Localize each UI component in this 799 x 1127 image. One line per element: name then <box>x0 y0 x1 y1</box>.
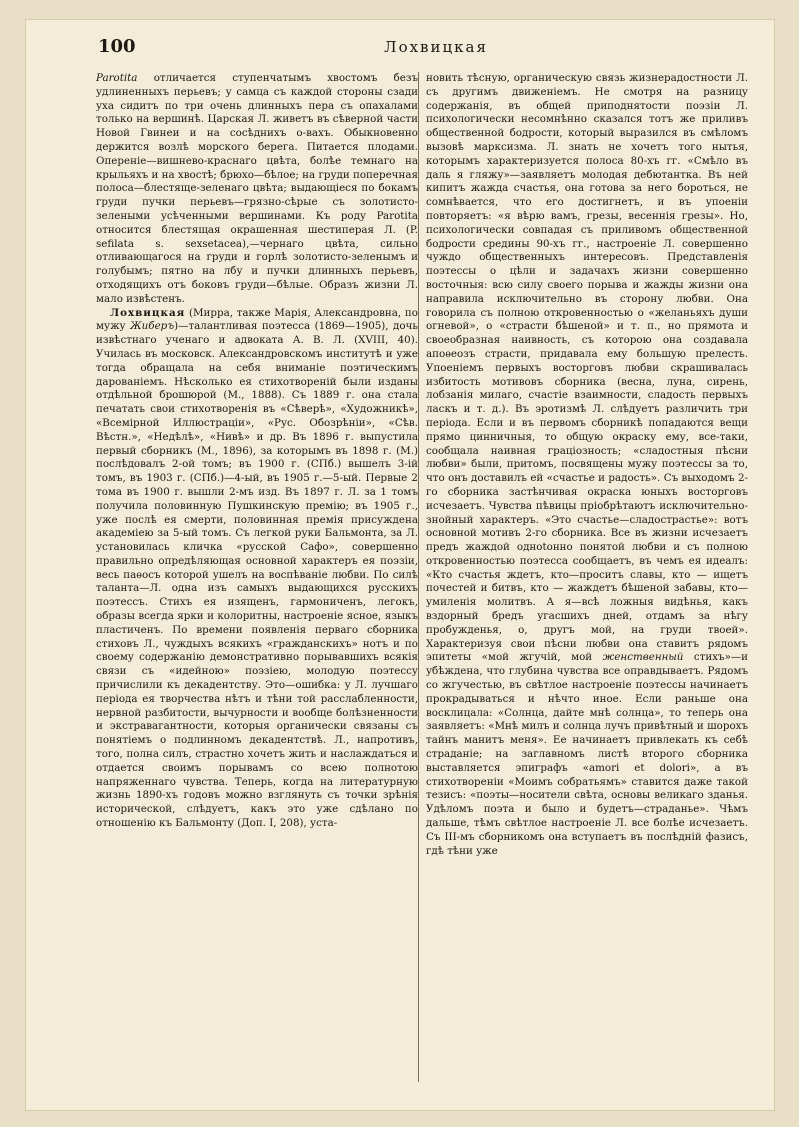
paragraph-text: отличается ступенчатымъ хвостомъ безъ удлиненныхъ перьевъ; у самца съ каждой стороны сзади уха сидитъ по три очень длинныхъ пера съ опахалами только на вершинѣ. Царская Л. живетъ въ сѣверной части Новой Гвинеи и на сосѣднихъ о-вахъ. Обыкновенно держится возлѣ морского берега. Питается плодами. Опереніе—вишнево-краснаго цвѣта, болѣе темнаго на крыльяхъ и на хвостѣ; брюхо—бѣлое; на груди поперечная полоса—блестяще-зеленаго цвѣта; выдающіеся по бокамъ груди пучки перьевъ—грязно-сѣрые съ золотисто-зелеными усѣченными вершинами. Къ роду Parotita относится блестящая окрашенная шестиперая Л. (P. sefilata s. sexsetacea),—чернаго цвѣта, сильно отливающагося на груди и горлѣ золотисто-зеленымъ и голубымъ; пятно на лбу и пучки длинныхъ перьевъ, отходящихъ отъ боковъ груди—бѣлые. Образъ жизни Л. мало извѣстенъ. <box>96 72 418 305</box>
entry-continuation <box>426 72 748 858</box>
genus-name: Parotita <box>96 72 138 84</box>
continuation-text-a: новить тѣсную, органическую связь жизнерадостности Л. съ другимъ движеніемъ. Не смотря на разницу содержанія, въ общей приподнятости поэзіи Л. психологически несомнѣнно сказался тотъ же приливъ общественной бодрости, который выразился въ смѣломъ вызовѣ марксизма. Л. знать не хочетъ того нытья, которымъ характеризуется полоса 80-хъ гг. «Смѣло въ даль я гляжу»—заявляетъ молодая дебютантка. Въ ней кипитъ жажда счастья, она готова за него бороться, не сомнѣвается, что его достигнетъ, и въ упоеніи повторяетъ: «я вѣрю вамъ, грезы, весеннія грезы». Но, психологически совпадая съ приливомъ общественной бодрости средины 90-хъ гг., настроеніе Л. совершенно чуждо общественныхъ интересовъ. Представленія поэтессы о цѣли и задачахъ жизни совершенно восточныя: всю силу своего порыва и жажды жизни она направила исключительно въ сторону любви. Она говорила съ полною откровенностью о «желаньяхъ души огневой», о «страсти бѣшеной» и т. п., но прямота и своеобразная наивность, съ которою она создавала апоѳеозъ страсти, придавала ему большую прелесть. Упоеніемъ первыхъ восторговъ любви скрашивалась избитость мотивовъ сборника (весна, луна, сирень, лобзанія милаго, счастіе взаимности, сладость первыхъ ласкъ и т. д.). Въ эротизмѣ Л. слѣдуетъ различить три періода. Если и въ первомъ сборникѣ попадаются вещи прямо цинничныя, то общую окраску ему, все-таки, сообщала наивная граціозность; «сладостныя пѣсни любви» были, притомъ, посвящены мужу поэтессы за то, что онъ доставилъ ей «счастье и радость». Съ выходомъ 2-го сборника застѣнчивая окраска юныхъ восторговъ исчезаетъ. Чувства пѣвицы пріобрѣтаютъ исключительно-знойный характеръ. «Это счастье—сладострастье»: вотъ основной мотивъ 2-го сборника. Все въ жизни исчезаетъ предъ жаждой одноtонно понятой любви и съ полною откровенностью поэтесса сообщаетъ, въ чемъ ея идеалъ: «Кто счастья ждетъ, кто—проситъ славы, кто — ищетъ почестей и битвъ, кто — жаждетъ бѣшеной забавы, кто—умиленія молитвъ. А я—всѣ ложныя видѣнья, какъ вздорный бредъ угасшихъ дней, отдамъ за нѣгу пробужденья, о, другъ мой, на груди твоей». Характеризуя свои пѣсни любви она ставитъ рядомъ эпитеты «мой жгучій, мой <box>426 72 748 664</box>
entry-lokhvitskaya <box>96 307 418 831</box>
right-column <box>426 72 748 858</box>
left-column <box>96 72 418 831</box>
entry-headword: Лохвицкая <box>110 306 186 319</box>
page-header <box>98 36 774 66</box>
page <box>26 20 774 1110</box>
married-name: Жиберъ <box>130 320 175 333</box>
italic-word: женственный <box>602 651 684 664</box>
entry-text-b: )—талантливая поэтесса (1869—1905), дочь извѣстнаго ученаго и адвоката А. В. Л. (XVIII, 40). Училась въ московск. Александровскомъ институтѣ и уже тогда обращала на себя вниманіе поэтическимъ дарованіемъ. Нѣсколько ея стихотвореній были изданы отдѣльной брошюрой (М., 1888). Съ 1889 г. она стала печатать свои стихотворенія въ «Сѣверѣ», «Художникѣ», «Всемірной Иллюстраціи», «Рус. Обозрѣніи», «Сѣв. Вѣстн.», «Недѣлѣ», «Нивѣ» и др. Въ 1896 г. выпустила первый сборникъ (М., 1896), за которымъ въ 1898 г. (М.) послѣдовалъ 2-ой томъ; въ 1900 г. (СПб.) вышелъ 3-ій томъ, въ 1903 г. (СПб.)—4-ый, въ 1905 г.—5-ый. Первые 2 тома въ 1900 г. вышли 2-мъ изд. Въ 1897 г. Л. за 1 томъ получила половинную Пушкинскую премію; въ 1905 г., уже послѣ ея смерти, половинная премія присуждена академіею за 5-ый томъ. Съ легкой руки Бальмонта, за Л. установилась кличка «русской Сафо», совершенно правильно опредѣляющая основной характеръ ея поэзіи, весь паѳосъ которой ушелъ на воспѣваніе любви. По силѣ таланта—Л. одна изъ самыхъ выдающихся русскихъ поэтессъ. Стихъ ея изященъ, гармониченъ, легокъ, образы всегда ярки и колоритны, настроеніе ясное, языкъ пластиченъ. По времени появленія перваго сборника стиховъ Л., чуждыхъ всякихъ «гражданскихъ» нотъ и по своему содержанію демонстративно порывавшихъ всякія связи съ «идейною» поэзіею, молодую поэтессу причислили къ декадентству. Это—ошибка: у Л. лучшаго періода ея творчества нѣтъ и тѣни той расслабленности, нервной разбитости, вычурности и вообще болѣзненности и экстравагантности, которыя органически связаны съ понятіемъ о подлинномъ декадентствѣ. Л., напротивъ, того, полна силъ, страстно хочетъ жить и наслаждаться и отдается своимъ порывамъ со всею полнотою напряженнаго чувства. Теперь, когда на литературную жизнь 1890-хъ годовъ можно взглянуть съ точки зрѣнія исторической, слѣдуетъ, какъ это уже сдѣлано по отношенію къ Бальмонту (Доп. I, 208), уста- <box>96 320 419 830</box>
page-number: 100 <box>98 36 136 57</box>
paragraph-parotita <box>96 72 418 307</box>
running-title: Лохвицкая <box>384 38 488 56</box>
entry-text-a: (Мирра, также Марія, Александровна, по мужу <box>96 306 418 333</box>
column-divider <box>418 72 419 1082</box>
continuation-text-b: стихъ»—и убѣждена, что глубина чувства все оправдываетъ. Рядомъ со жгучестью, въ свѣтлое настроеніе поэтессы начинаетъ прокрадываться и нѣчто иное. Если раньше она восклицала: «Солнца, дайте мнѣ солнца», то теперь она заявляетъ: «Мнѣ милъ и солнца лучъ привѣтный и шорохъ тайнъ манитъ меня». Ее начинаетъ привлекать къ себѣ страданіе; на заглавномъ листѣ второго сборника выставляется эпиграфъ «amori et dolori», а въ стихотвореніи «Моимъ собратьямъ» ставится даже такой тезисъ: «поэты—носители свѣта, основы великаго зданья. Удѣломъ поэта и было и будетъ—страданье». Чѣмъ дальше, тѣмъ свѣтлое настроеніе Л. все болѣе исчезаетъ. Съ III-мъ сборникомъ она вступаетъ въ послѣдній фазисъ, гдѣ тѣни уже <box>426 651 749 857</box>
